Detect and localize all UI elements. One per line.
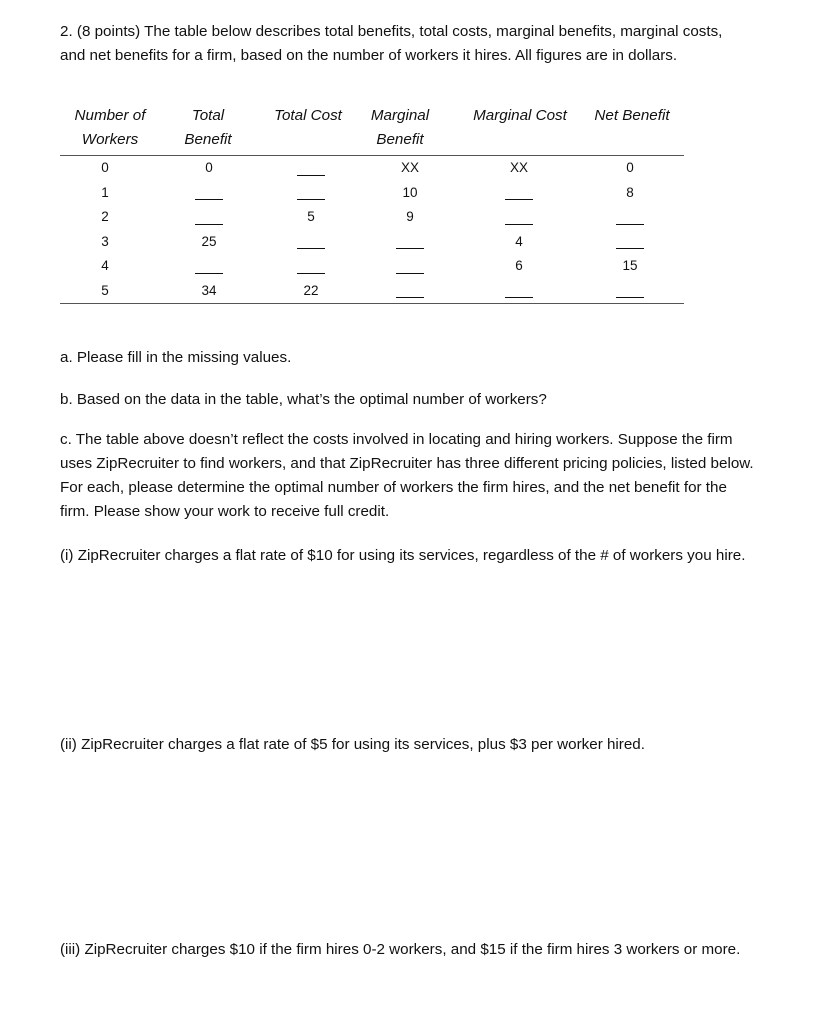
fill-in-blank (297, 161, 325, 176)
table-cell-workers: 4 (101, 258, 109, 273)
header-total-benefit-line1: Total (191, 107, 225, 124)
blank-answer-line (370, 254, 450, 278)
blank-answer-line (370, 279, 450, 303)
blank-answer-line (479, 279, 559, 303)
table-cell-total-benefit: 34 (201, 282, 217, 298)
fill-in-blank (195, 185, 223, 200)
header-workers-line2: Workers (81, 131, 139, 148)
fill-in-blank (396, 283, 424, 298)
header-marginal-benefit-line1: Marginal (370, 107, 430, 124)
fill-in-blank (195, 259, 223, 274)
fill-in-blank (297, 234, 325, 249)
fill-in-blank (297, 185, 325, 200)
table-cell-marginal-cost: XX (509, 160, 528, 175)
question-part-c-i: (i) ZipRecruiter charges a flat rate of $10 for using its services, regardless of the # of workers you hire. (60, 547, 746, 564)
blank-answer-line (271, 254, 351, 278)
blank-answer-line (590, 279, 670, 303)
header-total-benefit (168, 104, 248, 152)
fill-in-blank (616, 210, 644, 225)
header-total-cost: Total Cost (274, 107, 342, 124)
blank-answer-line (169, 205, 249, 229)
table-cell-marginal-cost: 6 (515, 258, 523, 273)
table-cell-marginal-benefit: 10 (402, 184, 418, 200)
header-marginal-benefit (362, 104, 438, 152)
blank-answer-line (169, 254, 249, 278)
fill-in-blank (616, 234, 644, 249)
fill-in-blank (505, 185, 533, 200)
fill-in-blank (616, 283, 644, 298)
table-cell-net-benefit: 8 (626, 184, 634, 200)
table-cell-marginal-benefit: XX (400, 160, 419, 175)
blank-answer-line (479, 205, 559, 229)
question-part-c-iii: (iii) ZipRecruiter charges $10 if the firm hires 0-2 workers, and $15 if the firm hires 3 workers or more. (60, 941, 741, 958)
blank-answer-line (590, 205, 670, 229)
blank-answer-line (370, 230, 450, 254)
header-total-benefit-line2: Benefit (184, 131, 232, 148)
table-cell-workers: 5 (101, 282, 109, 298)
blank-answer-line (271, 181, 351, 205)
blank-answer-line (479, 181, 559, 205)
table-bottom-rule (60, 303, 684, 304)
table-cell-workers: 3 (101, 233, 109, 249)
table-cell-workers: 2 (101, 209, 109, 224)
table-cell-marginal-cost: 4 (515, 233, 523, 249)
header-workers-line1: Number of (74, 107, 146, 124)
fill-in-blank (505, 283, 533, 298)
fill-in-blank (195, 210, 223, 225)
header-number-of-workers (60, 104, 160, 152)
blank-answer-line (590, 230, 670, 254)
table-cell-total-cost: 5 (307, 209, 315, 224)
blank-answer-line (271, 156, 351, 180)
question-intro: 2. (8 points) The table below describes total benefits, total costs, marginal benefits, marginal costs, and net benefits for a firm, based on the number of workers it hires. All figures are in dollars. (60, 23, 723, 64)
blank-answer-line (271, 230, 351, 254)
table-cell-workers: 0 (101, 160, 109, 175)
fill-in-blank (396, 234, 424, 249)
blank-answer-line (169, 181, 249, 205)
table-cell-total-benefit: 25 (201, 233, 217, 249)
table-cell-marginal-benefit: 9 (406, 209, 414, 224)
table-cell-workers: 1 (101, 184, 109, 200)
header-net-benefit: Net Benefit (594, 107, 670, 124)
question-part-b: b. Based on the data in the table, what’s the optimal number of workers? (60, 391, 547, 408)
table-cell-net-benefit: 0 (626, 160, 634, 175)
question-part-c: c. The table above doesn’t reflect the costs involved in locating and hiring workers. Suppose the firm uses ZipRecruiter to find workers, and that ZipRecruiter has three different pricing policies, listed below. For each, please determine the optimal number of workers the firm hires, and the net benefit for the firm. Please show your work to receive full credit. (60, 431, 754, 520)
table-cell-total-cost: 22 (303, 282, 319, 298)
header-marginal-benefit-line2: Benefit (376, 131, 424, 148)
header-marginal-cost: Marginal Cost (473, 107, 567, 124)
table-cell-net-benefit: 15 (622, 258, 638, 273)
fill-in-blank (396, 259, 424, 274)
question-part-a: a. Please fill in the missing values. (60, 349, 292, 366)
question-part-c-ii: (ii) ZipRecruiter charges a flat rate of $5 for using its services, plus $3 per worker hired. (60, 736, 645, 753)
table-cell-total-benefit: 0 (205, 160, 213, 175)
fill-in-blank (505, 210, 533, 225)
fill-in-blank (297, 259, 325, 274)
